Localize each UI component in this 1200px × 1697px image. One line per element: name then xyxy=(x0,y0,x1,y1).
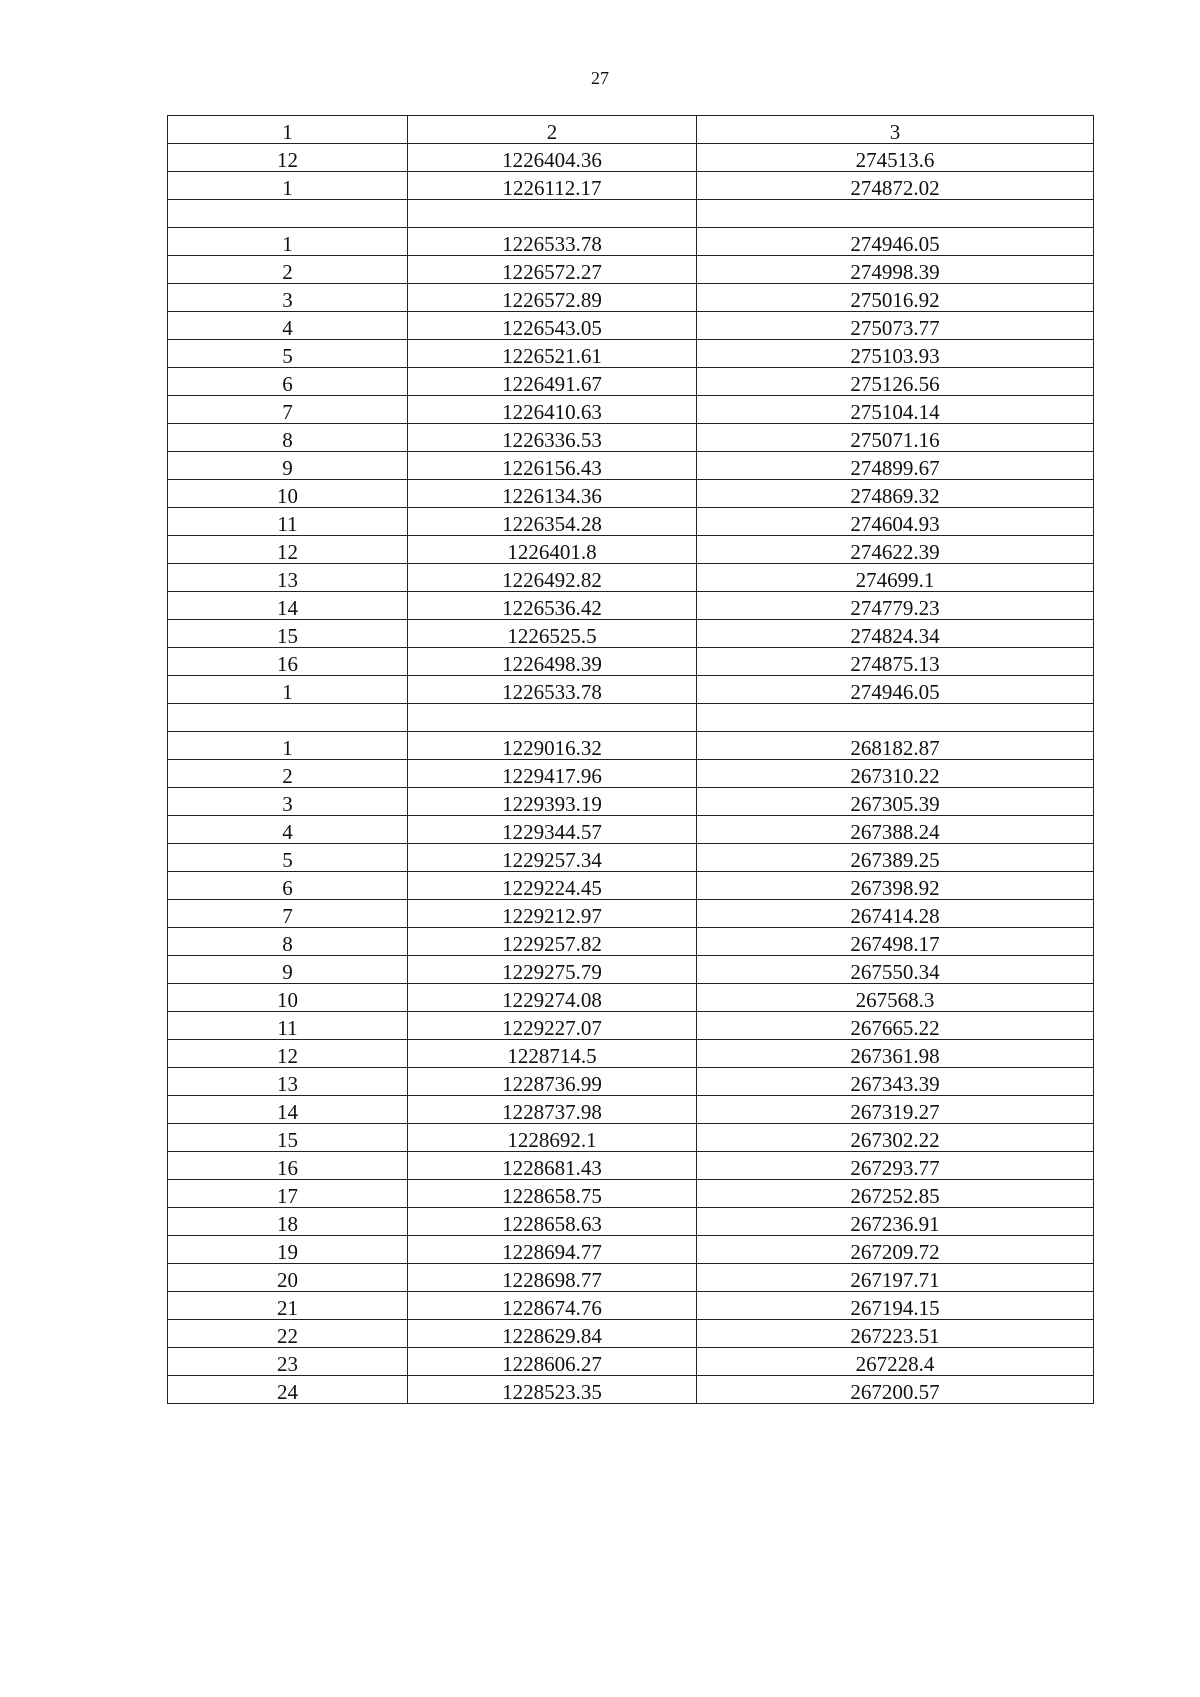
table-cell: 1226521.61 xyxy=(408,340,697,368)
table-cell: 20 xyxy=(168,1264,408,1292)
table-cell xyxy=(697,704,1094,732)
table-cell: 1228681.43 xyxy=(408,1152,697,1180)
table-cell: 16 xyxy=(168,648,408,676)
table-row xyxy=(168,1264,1094,1292)
table-cell xyxy=(168,200,408,228)
table-cell: 1 xyxy=(168,732,408,760)
table-cell: 267197.71 xyxy=(697,1264,1094,1292)
table-cell: 267305.39 xyxy=(697,788,1094,816)
table-body xyxy=(168,144,1094,1404)
table-cell: 267200.57 xyxy=(697,1376,1094,1404)
table-cell: 4 xyxy=(168,816,408,844)
table-cell: 1226525.5 xyxy=(408,620,697,648)
table-cell: 1 xyxy=(168,228,408,256)
table-row xyxy=(168,1124,1094,1152)
table-cell: 267209.72 xyxy=(697,1236,1094,1264)
table-cell: 267398.92 xyxy=(697,872,1094,900)
table-cell: 267236.91 xyxy=(697,1208,1094,1236)
table-row xyxy=(168,284,1094,312)
table-row xyxy=(168,816,1094,844)
table-cell: 267665.22 xyxy=(697,1012,1094,1040)
table-row xyxy=(168,704,1094,732)
table-cell: 1226336.53 xyxy=(408,424,697,452)
table-cell: 7 xyxy=(168,396,408,424)
table-cell: 268182.87 xyxy=(697,732,1094,760)
table-row xyxy=(168,452,1094,480)
table-cell: 12 xyxy=(168,1040,408,1068)
table-row xyxy=(168,144,1094,172)
table-cell: 1228714.5 xyxy=(408,1040,697,1068)
table-cell: 274824.34 xyxy=(697,620,1094,648)
table-row xyxy=(168,984,1094,1012)
table-cell xyxy=(408,200,697,228)
table-cell: 1228523.35 xyxy=(408,1376,697,1404)
table-cell: 1226572.27 xyxy=(408,256,697,284)
table-row xyxy=(168,1040,1094,1068)
table-cell: 275126.56 xyxy=(697,368,1094,396)
table-cell: 1228736.99 xyxy=(408,1068,697,1096)
table-row xyxy=(168,480,1094,508)
table-row xyxy=(168,592,1094,620)
table-cell: 267194.15 xyxy=(697,1292,1094,1320)
table-cell: 274899.67 xyxy=(697,452,1094,480)
table-cell: 1226536.42 xyxy=(408,592,697,620)
table-row xyxy=(168,200,1094,228)
table-cell: 267414.28 xyxy=(697,900,1094,928)
table-row xyxy=(168,648,1094,676)
table-row xyxy=(168,844,1094,872)
table-cell: 1226156.43 xyxy=(408,452,697,480)
table-row xyxy=(168,900,1094,928)
table-row xyxy=(168,760,1094,788)
table-cell: 274779.23 xyxy=(697,592,1094,620)
table-cell: 1 xyxy=(168,676,408,704)
table-cell: 1226404.36 xyxy=(408,144,697,172)
table-cell: 1226134.36 xyxy=(408,480,697,508)
table-cell: 1226533.78 xyxy=(408,676,697,704)
table-cell: 275104.14 xyxy=(697,396,1094,424)
table-cell: 7 xyxy=(168,900,408,928)
table-row xyxy=(168,1236,1094,1264)
table-cell: 267302.22 xyxy=(697,1124,1094,1152)
table-cell: 15 xyxy=(168,620,408,648)
table-cell: 1228658.75 xyxy=(408,1180,697,1208)
table-cell: 1229274.08 xyxy=(408,984,697,1012)
table-row xyxy=(168,228,1094,256)
table-cell: 6 xyxy=(168,872,408,900)
table-cell: 1228629.84 xyxy=(408,1320,697,1348)
table-cell: 10 xyxy=(168,480,408,508)
table-cell: 12 xyxy=(168,536,408,564)
table-cell: 13 xyxy=(168,564,408,592)
table-cell: 8 xyxy=(168,424,408,452)
table-cell: 267252.85 xyxy=(697,1180,1094,1208)
table-cell: 1228658.63 xyxy=(408,1208,697,1236)
table-cell: 274875.13 xyxy=(697,648,1094,676)
table-cell: 1229016.32 xyxy=(408,732,697,760)
table-cell: 274869.32 xyxy=(697,480,1094,508)
table-cell: 1229224.45 xyxy=(408,872,697,900)
table-row xyxy=(168,788,1094,816)
table-cell: 1228694.77 xyxy=(408,1236,697,1264)
table-cell: 267228.4 xyxy=(697,1348,1094,1376)
table-cell: 267389.25 xyxy=(697,844,1094,872)
table-cell: 9 xyxy=(168,452,408,480)
table-cell: 267319.27 xyxy=(697,1096,1094,1124)
table-cell: 274604.93 xyxy=(697,508,1094,536)
table-cell: 1226491.67 xyxy=(408,368,697,396)
table-cell: 14 xyxy=(168,1096,408,1124)
table-cell: 3 xyxy=(168,284,408,312)
table-row xyxy=(168,732,1094,760)
table-row xyxy=(168,312,1094,340)
table-cell: 5 xyxy=(168,844,408,872)
table-cell: 267550.34 xyxy=(697,956,1094,984)
table-cell: 1 xyxy=(168,172,408,200)
table-row xyxy=(168,1376,1094,1404)
table-cell: 1228674.76 xyxy=(408,1292,697,1320)
table-cell: 1226543.05 xyxy=(408,312,697,340)
table-row xyxy=(168,508,1094,536)
table-cell xyxy=(697,200,1094,228)
table-cell: 1226401.8 xyxy=(408,536,697,564)
table-cell: 274998.39 xyxy=(697,256,1094,284)
table-cell: 24 xyxy=(168,1376,408,1404)
table-cell: 267223.51 xyxy=(697,1320,1094,1348)
table-cell: 1229393.19 xyxy=(408,788,697,816)
column-header: 3 xyxy=(697,116,1094,144)
table-cell: 10 xyxy=(168,984,408,1012)
table-cell: 19 xyxy=(168,1236,408,1264)
table-cell: 1228606.27 xyxy=(408,1348,697,1376)
table-cell: 23 xyxy=(168,1348,408,1376)
table-row xyxy=(168,1208,1094,1236)
table-cell: 1226354.28 xyxy=(408,508,697,536)
table-row xyxy=(168,396,1094,424)
table-cell: 1226112.17 xyxy=(408,172,697,200)
table-cell: 11 xyxy=(168,1012,408,1040)
table-cell: 1229344.57 xyxy=(408,816,697,844)
table-cell: 267293.77 xyxy=(697,1152,1094,1180)
table-row xyxy=(168,1320,1094,1348)
table-row xyxy=(168,1180,1094,1208)
table-cell: 3 xyxy=(168,788,408,816)
table-cell: 18 xyxy=(168,1208,408,1236)
table-row xyxy=(168,956,1094,984)
table-cell: 1226533.78 xyxy=(408,228,697,256)
table-row xyxy=(168,564,1094,592)
table-cell: 1229227.07 xyxy=(408,1012,697,1040)
table-cell: 1226410.63 xyxy=(408,396,697,424)
table-cell: 267361.98 xyxy=(697,1040,1094,1068)
table-cell: 1229212.97 xyxy=(408,900,697,928)
table-cell: 1229257.34 xyxy=(408,844,697,872)
table-cell: 1229257.82 xyxy=(408,928,697,956)
table-cell: 6 xyxy=(168,368,408,396)
table-row xyxy=(168,872,1094,900)
table-cell: 274622.39 xyxy=(697,536,1094,564)
table-row xyxy=(168,620,1094,648)
table-cell: 9 xyxy=(168,956,408,984)
table-cell: 274946.05 xyxy=(697,228,1094,256)
table-cell: 12 xyxy=(168,144,408,172)
table-cell: 275103.93 xyxy=(697,340,1094,368)
column-header: 1 xyxy=(168,116,408,144)
table-row xyxy=(168,928,1094,956)
table-cell: 16 xyxy=(168,1152,408,1180)
table-row xyxy=(168,676,1094,704)
header-row xyxy=(168,116,1094,144)
table-row xyxy=(168,536,1094,564)
table-cell: 1226498.39 xyxy=(408,648,697,676)
table-cell: 4 xyxy=(168,312,408,340)
column-header: 2 xyxy=(408,116,697,144)
table-cell: 1229275.79 xyxy=(408,956,697,984)
table-cell: 267498.17 xyxy=(697,928,1094,956)
table-cell: 1228737.98 xyxy=(408,1096,697,1124)
table-row xyxy=(168,1152,1094,1180)
table-cell: 267568.3 xyxy=(697,984,1094,1012)
table-cell: 15 xyxy=(168,1124,408,1152)
page-number: 27 xyxy=(591,68,609,88)
table-cell: 8 xyxy=(168,928,408,956)
table-cell: 275073.77 xyxy=(697,312,1094,340)
table-cell: 275071.16 xyxy=(697,424,1094,452)
table-cell: 22 xyxy=(168,1320,408,1348)
table-cell: 274513.6 xyxy=(697,144,1094,172)
table-row xyxy=(168,1292,1094,1320)
table-cell: 2 xyxy=(168,760,408,788)
table-cell: 274946.05 xyxy=(697,676,1094,704)
table-row xyxy=(168,368,1094,396)
coordinates-table xyxy=(167,115,1094,1404)
table-cell: 14 xyxy=(168,592,408,620)
table-cell: 1226492.82 xyxy=(408,564,697,592)
table-cell: 13 xyxy=(168,1068,408,1096)
table-cell xyxy=(168,704,408,732)
table-cell: 1228692.1 xyxy=(408,1124,697,1152)
table-row xyxy=(168,172,1094,200)
table-cell: 267388.24 xyxy=(697,816,1094,844)
table-row xyxy=(168,1096,1094,1124)
table-row xyxy=(168,256,1094,284)
table-cell: 1229417.96 xyxy=(408,760,697,788)
table-header xyxy=(168,116,1094,144)
table-cell: 11 xyxy=(168,508,408,536)
table-cell: 1226572.89 xyxy=(408,284,697,312)
table-row xyxy=(168,1012,1094,1040)
table-row xyxy=(168,1068,1094,1096)
table-cell: 1228698.77 xyxy=(408,1264,697,1292)
table-cell: 17 xyxy=(168,1180,408,1208)
table-cell: 274699.1 xyxy=(697,564,1094,592)
table-row xyxy=(168,340,1094,368)
table-row xyxy=(168,424,1094,452)
table-cell: 274872.02 xyxy=(697,172,1094,200)
table-row xyxy=(168,1348,1094,1376)
table-cell: 2 xyxy=(168,256,408,284)
table-cell: 21 xyxy=(168,1292,408,1320)
table-cell: 267343.39 xyxy=(697,1068,1094,1096)
table-cell: 275016.92 xyxy=(697,284,1094,312)
table-cell: 267310.22 xyxy=(697,760,1094,788)
table-cell: 5 xyxy=(168,340,408,368)
table-cell xyxy=(408,704,697,732)
